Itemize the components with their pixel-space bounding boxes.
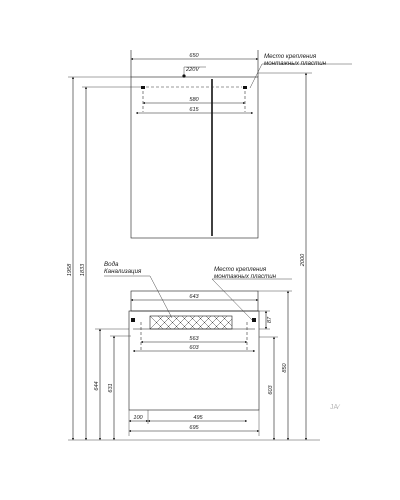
mount-plate-left xyxy=(141,86,145,89)
dim-631: 631 xyxy=(108,383,114,393)
mount-plate-right-vanity xyxy=(252,318,256,322)
dim-650: 650 xyxy=(189,53,199,59)
dim-644: 644 xyxy=(94,381,100,391)
socket-dot xyxy=(182,74,185,77)
dim-87: 87 xyxy=(267,316,273,324)
hatch-zone xyxy=(150,316,232,329)
dim-1958: 1958 xyxy=(67,263,73,277)
water-note-line1: Вода xyxy=(104,261,119,268)
mount-note-leader xyxy=(250,64,262,88)
mirror-cabinet xyxy=(131,50,352,238)
vanity-unit xyxy=(104,261,292,436)
brand-logo: JA∕ xyxy=(330,404,340,411)
mount-note-line1: Место крепления xyxy=(264,53,317,60)
height-dimensions xyxy=(67,73,320,440)
dim-580: 580 xyxy=(189,97,199,103)
vanity-body xyxy=(129,311,259,410)
dim-695: 695 xyxy=(189,425,199,431)
dim-603-vertical: 603 xyxy=(268,385,274,395)
dim-100: 100 xyxy=(133,415,143,421)
dim-643: 643 xyxy=(189,294,199,300)
vanity-mount-note-leader xyxy=(212,279,252,320)
dim-615: 615 xyxy=(189,107,199,113)
vanity-mount-note-line1: Место крепления xyxy=(214,266,267,273)
dim-563: 563 xyxy=(189,336,199,342)
dim-1833: 1833 xyxy=(80,263,86,277)
water-note-line2: Канализация xyxy=(104,268,142,275)
mount-plate-right xyxy=(243,86,247,89)
dim-495: 495 xyxy=(193,415,203,421)
dim-603: 603 xyxy=(189,345,199,351)
water-note-leader xyxy=(150,276,172,318)
dim-2000: 2000 xyxy=(300,253,306,267)
dim-850: 850 xyxy=(282,363,288,373)
label-220v: 220V xyxy=(186,67,200,73)
mount-note-line2: монтажных пластин xyxy=(264,60,327,67)
mount-plate-left-vanity xyxy=(131,318,135,322)
vanity-mount-note-line2: монтажных пластин xyxy=(214,273,277,280)
